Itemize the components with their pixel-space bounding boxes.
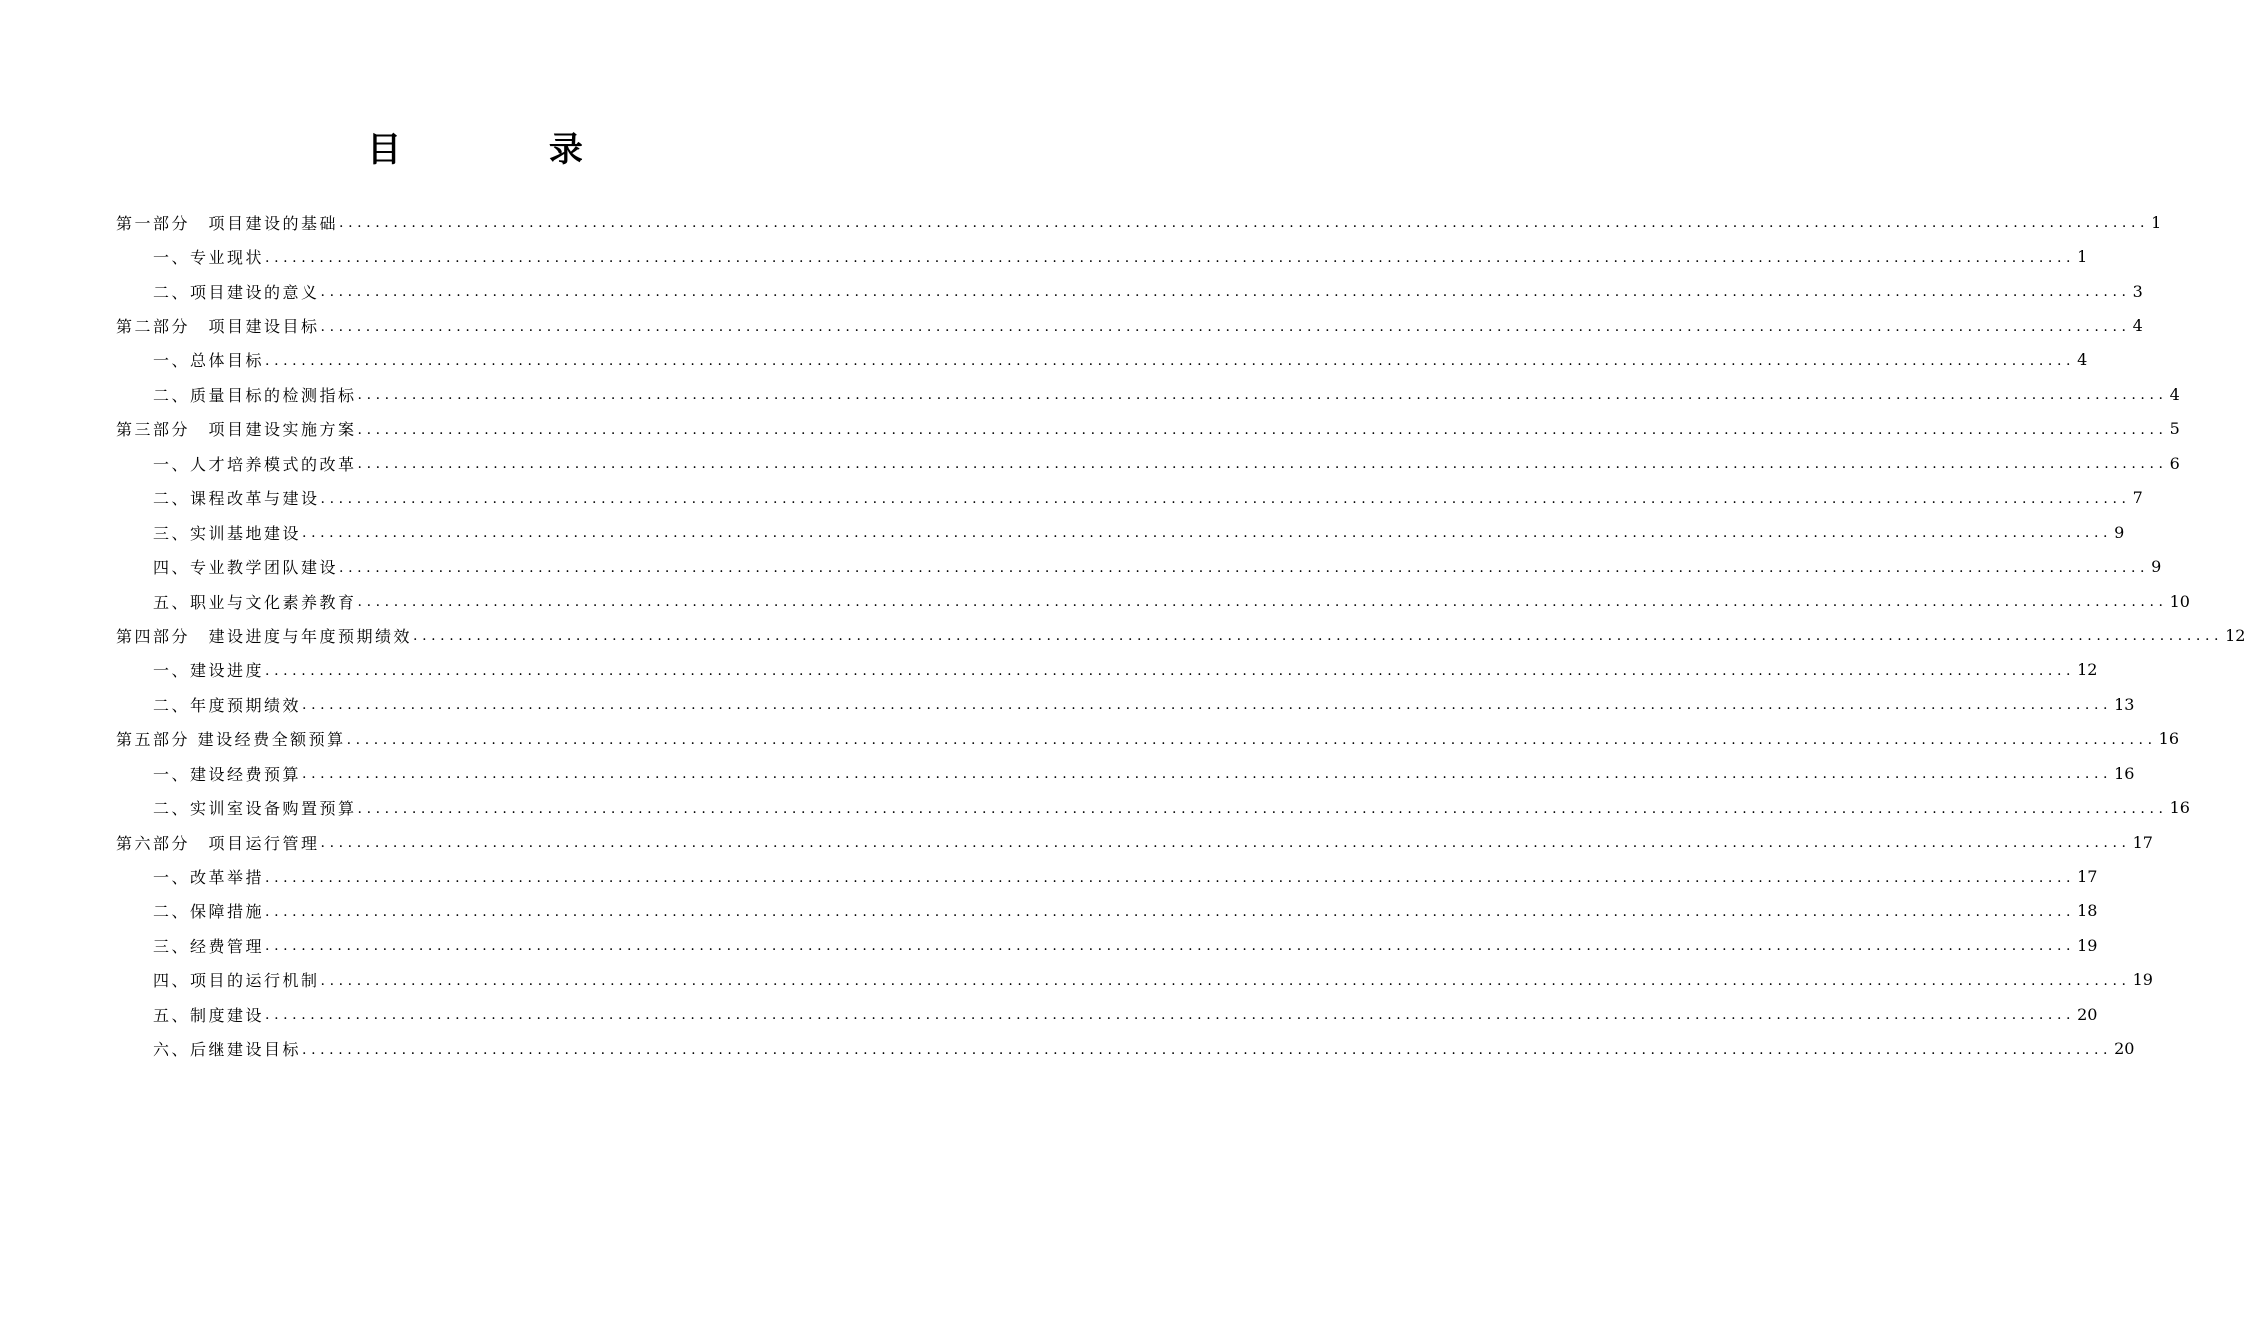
toc-dot-leader: ........................................................................................................................................................................................................ xyxy=(320,490,2131,507)
toc-entry-label: 第四部分 建设进度与年度预期绩效 xyxy=(116,626,413,646)
toc-entry-section[interactable] xyxy=(116,446,2180,480)
toc-entry-part[interactable] xyxy=(116,618,2245,652)
toc-dot-leader: ........................................................................................................................................................................................................ xyxy=(413,628,2224,645)
toc-entry-label: 一、专业现状 xyxy=(153,248,265,268)
toc-entry-label: 四、项目的运行机制 xyxy=(153,971,320,991)
toc-entry-label: 第二部分 项目建设目标 xyxy=(116,317,320,337)
toc-dot-leader: ........................................................................................................................................................................................................ xyxy=(265,1007,2076,1024)
toc-title: 目 录 xyxy=(367,130,651,170)
toc-entry-section[interactable] xyxy=(116,239,2088,273)
toc-entry-page-number: 20 xyxy=(2114,1039,2135,1059)
toc-entry-label: 一、建设进度 xyxy=(153,661,265,681)
toc-entry-page-number: 18 xyxy=(2077,901,2098,921)
toc-entry-section[interactable] xyxy=(116,343,2088,377)
toc-entry-section[interactable] xyxy=(116,687,2135,721)
toc-list xyxy=(116,205,2245,1066)
toc-entry-label: 一、建设经费预算 xyxy=(153,764,302,784)
toc-entry-part[interactable] xyxy=(116,722,2179,756)
toc-entry-section[interactable] xyxy=(116,653,2098,687)
toc-entry-page-number: 7 xyxy=(2132,488,2143,508)
toc-dot-leader: ........................................................................................................................................................................................................ xyxy=(302,766,2113,783)
toc-dot-leader: ........................................................................................................................................................................................................ xyxy=(357,387,2168,404)
toc-entry-page-number: 9 xyxy=(2114,522,2125,542)
toc-entry-section[interactable] xyxy=(116,584,2190,618)
toc-entry-section[interactable] xyxy=(116,963,2153,997)
toc-entry-label: 四、专业教学团队建设 xyxy=(153,558,339,578)
toc-entry-section[interactable] xyxy=(116,377,2180,411)
toc-dot-leader: ........................................................................................................................................................................................................ xyxy=(265,938,2076,955)
toc-entry-page-number: 16 xyxy=(2158,729,2179,749)
toc-entry-section[interactable] xyxy=(116,928,2098,962)
toc-entry-section[interactable] xyxy=(116,481,2143,515)
toc-entry-label: 二、实训室设备购置预算 xyxy=(153,799,357,819)
toc-entry-part[interactable] xyxy=(116,205,2162,239)
toc-dot-leader: ........................................................................................................................................................................................................ xyxy=(265,249,2076,266)
toc-dot-leader: ........................................................................................................................................................................................................ xyxy=(357,594,2168,611)
toc-dot-leader: ........................................................................................................................................................................................................ xyxy=(302,525,2113,542)
toc-dot-leader: ........................................................................................................................................................................................................ xyxy=(320,835,2131,852)
toc-entry-label: 第六部分 项目运行管理 xyxy=(116,833,320,853)
toc-entry-label: 一、人才培养模式的改革 xyxy=(153,454,357,474)
toc-entry-page-number: 9 xyxy=(2151,557,2162,577)
toc-entry-section[interactable] xyxy=(116,515,2125,549)
toc-entry-section[interactable] xyxy=(116,790,2190,824)
toc-entry-page-number: 16 xyxy=(2169,798,2190,818)
toc-entry-label: 第一部分 项目建设的基础 xyxy=(116,213,339,233)
toc-dot-leader: ........................................................................................................................................................................................................ xyxy=(265,869,2076,886)
toc-entry-label: 五、制度建设 xyxy=(153,1005,265,1025)
toc-entry-label: 二、保障措施 xyxy=(153,902,265,922)
toc-entry-label: 二、质量目标的检测指标 xyxy=(153,385,357,405)
toc-entry-part[interactable] xyxy=(116,308,2143,342)
toc-entry-page-number: 1 xyxy=(2151,212,2162,232)
toc-dot-leader: ........................................................................................................................................................................................................ xyxy=(265,662,2076,679)
toc-entry-label: 三、经费管理 xyxy=(153,936,265,956)
toc-entry-page-number: 13 xyxy=(2114,694,2135,714)
toc-entry-part[interactable] xyxy=(116,412,2180,446)
toc-entry-page-number: 4 xyxy=(2077,350,2088,370)
toc-dot-leader: ........................................................................................................................................................................................................ xyxy=(357,456,2168,473)
toc-dot-leader: ........................................................................................................................................................................................................ xyxy=(339,215,2150,232)
toc-entry-label: 三、实训基地建设 xyxy=(153,523,302,543)
toc-dot-leader: ........................................................................................................................................................................................................ xyxy=(357,421,2168,438)
toc-dot-leader: ........................................................................................................................................................................................................ xyxy=(265,352,2076,369)
toc-entry-section[interactable] xyxy=(116,756,2135,790)
toc-entry-label: 二、项目建设的意义 xyxy=(153,282,320,302)
toc-entry-label: 一、总体目标 xyxy=(153,351,265,371)
toc-entry-section[interactable] xyxy=(116,997,2098,1031)
toc-entry-section[interactable] xyxy=(116,549,2162,583)
toc-dot-leader: ........................................................................................................................................................................................................ xyxy=(357,800,2168,817)
toc-dot-leader: ........................................................................................................................................................................................................ xyxy=(320,284,2131,301)
toc-entry-label: 二、年度预期绩效 xyxy=(153,695,302,715)
toc-dot-leader: ........................................................................................................................................................................................................ xyxy=(320,972,2131,989)
toc-entry-page-number: 5 xyxy=(2169,419,2180,439)
toc-dot-leader: ........................................................................................................................................................................................................ xyxy=(302,1041,2113,1058)
toc-entry-page-number: 19 xyxy=(2077,935,2098,955)
toc-entry-section[interactable] xyxy=(116,1032,2135,1066)
toc-dot-leader: ........................................................................................................................................................................................................ xyxy=(346,731,2157,748)
toc-entry-page-number: 1 xyxy=(2077,247,2088,267)
toc-entry-label: 六、后继建设目标 xyxy=(153,1040,302,1060)
toc-entry-page-number: 12 xyxy=(2225,625,2245,645)
toc-entry-label: 第五部分 建设经费全额预算 xyxy=(116,730,346,750)
toc-entry-section[interactable] xyxy=(116,894,2098,928)
toc-dot-leader: ........................................................................................................................................................................................................ xyxy=(265,903,2076,920)
toc-entry-page-number: 16 xyxy=(2114,763,2135,783)
toc-entry-section[interactable] xyxy=(116,859,2098,893)
toc-entry-page-number: 3 xyxy=(2132,281,2143,301)
toc-entry-label: 第三部分 项目建设实施方案 xyxy=(116,420,357,440)
toc-entry-page-number: 19 xyxy=(2132,970,2153,990)
toc-entry-page-number: 12 xyxy=(2077,660,2098,680)
toc-entry-page-number: 17 xyxy=(2077,867,2098,887)
toc-entry-page-number: 4 xyxy=(2169,384,2180,404)
toc-entry-page-number: 20 xyxy=(2077,1004,2098,1024)
toc-dot-leader: ........................................................................................................................................................................................................ xyxy=(302,697,2113,714)
toc-dot-leader: ........................................................................................................................................................................................................ xyxy=(339,559,2150,576)
toc-entry-page-number: 17 xyxy=(2132,832,2153,852)
toc-entry-label: 二、课程改革与建设 xyxy=(153,489,320,509)
toc-entry-page-number: 10 xyxy=(2169,591,2190,611)
toc-entry-label: 一、改革举措 xyxy=(153,868,265,888)
toc-entry-page-number: 4 xyxy=(2132,316,2143,336)
toc-entry-part[interactable] xyxy=(116,825,2153,859)
toc-entry-section[interactable] xyxy=(116,274,2143,308)
toc-entry-label: 五、职业与文化素养教育 xyxy=(153,592,357,612)
toc-entry-page-number: 6 xyxy=(2169,453,2180,473)
toc-dot-leader: ........................................................................................................................................................................................................ xyxy=(320,318,2131,335)
